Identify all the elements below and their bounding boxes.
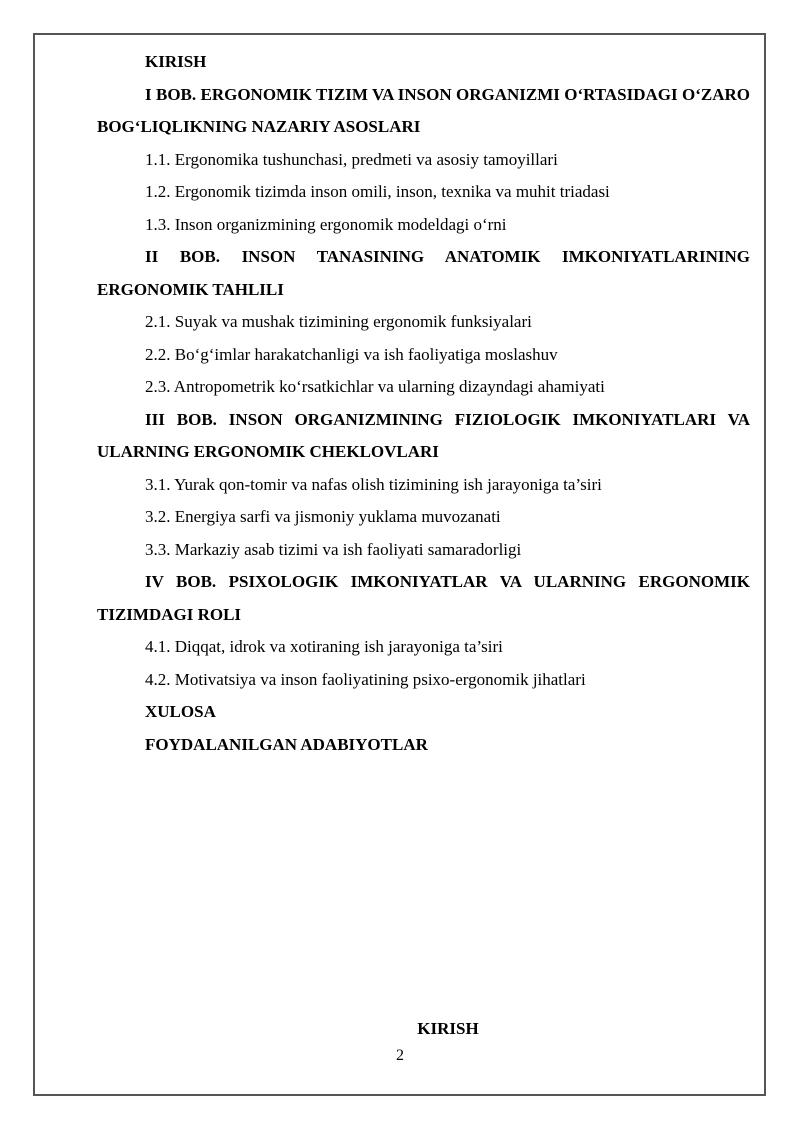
page-number: 2 bbox=[396, 1047, 404, 1064]
table-of-contents bbox=[97, 46, 750, 761]
toc-chapter-2: II BOB. INSON TANASINING ANATOMIK IMKONIYATLARINING ERGONOMIK TAHLILI bbox=[97, 247, 750, 299]
toc-section-3-2: 3.2. Energiya sarfi va jismoniy yuklama muvozanati bbox=[145, 507, 501, 526]
toc-section-1-1: 1.1. Ergonomika tushunchasi, predmeti va asosiy tamoyillari bbox=[145, 149, 558, 169]
toc-section-3-1: 3.1. Yurak qon-tomir va nafas olish tizimining ish jarayoniga ta’siri bbox=[145, 474, 602, 494]
next-section-heading: KIRISH bbox=[417, 1019, 479, 1038]
toc-section-4-2: 4.2. Motivatsiya va inson faoliyatining psixo-ergonomik jihatlari bbox=[145, 669, 586, 689]
toc-section-4-1: 4.1. Diqqat, idrok va xotiraning ish jarayoniga ta’siri bbox=[145, 637, 503, 656]
toc-section-2-2: 2.2. Bo‘g‘imlar harakatchanligi va ish faoliyatiga moslashuv bbox=[145, 344, 558, 364]
toc-chapter-4: IV BOB. PSIXOLOGIK IMKONIYATLAR VA ULARNING ERGONOMIK TIZIMDAGI ROLI bbox=[97, 572, 750, 624]
toc-section-2-1: 2.1. Suyak va mushak tizimining ergonomik funksiyalari bbox=[145, 312, 532, 331]
toc-entry-conclusion: XULOSA bbox=[145, 702, 216, 721]
toc-chapter-3: III BOB. INSON ORGANIZMINING FIZIOLOGIK IMKONIYATLARI VA ULARNING ERGONOMIK CHEKLOVLARI bbox=[97, 409, 750, 461]
toc-section-2-3: 2.3. Antropometrik ko‘rsatkichlar va ularning dizayndagi ahamiyati bbox=[145, 377, 605, 396]
toc-entry-introduction: KIRISH bbox=[145, 52, 207, 71]
toc-section-3-3: 3.3. Markaziy asab tizimi va ish faoliyati samaradorligi bbox=[145, 539, 522, 559]
toc-section-1-2: 1.2. Ergonomik tizimda inson omili, inson, texnika va muhit triadasi bbox=[145, 182, 610, 201]
toc-entry-references: FOYDALANILGAN ADABIYOTLAR bbox=[145, 734, 428, 754]
toc-section-1-3: 1.3. Inson organizmining ergonomik modeldagi o‘rni bbox=[145, 214, 507, 234]
toc-chapter-1: I BOB. ERGONOMIK TIZIM VA INSON ORGANIZMI O‘RTASIDAGI O‘ZARO BOG‘LIQLIKNING NAZARIY ASOSLARI bbox=[97, 84, 750, 136]
